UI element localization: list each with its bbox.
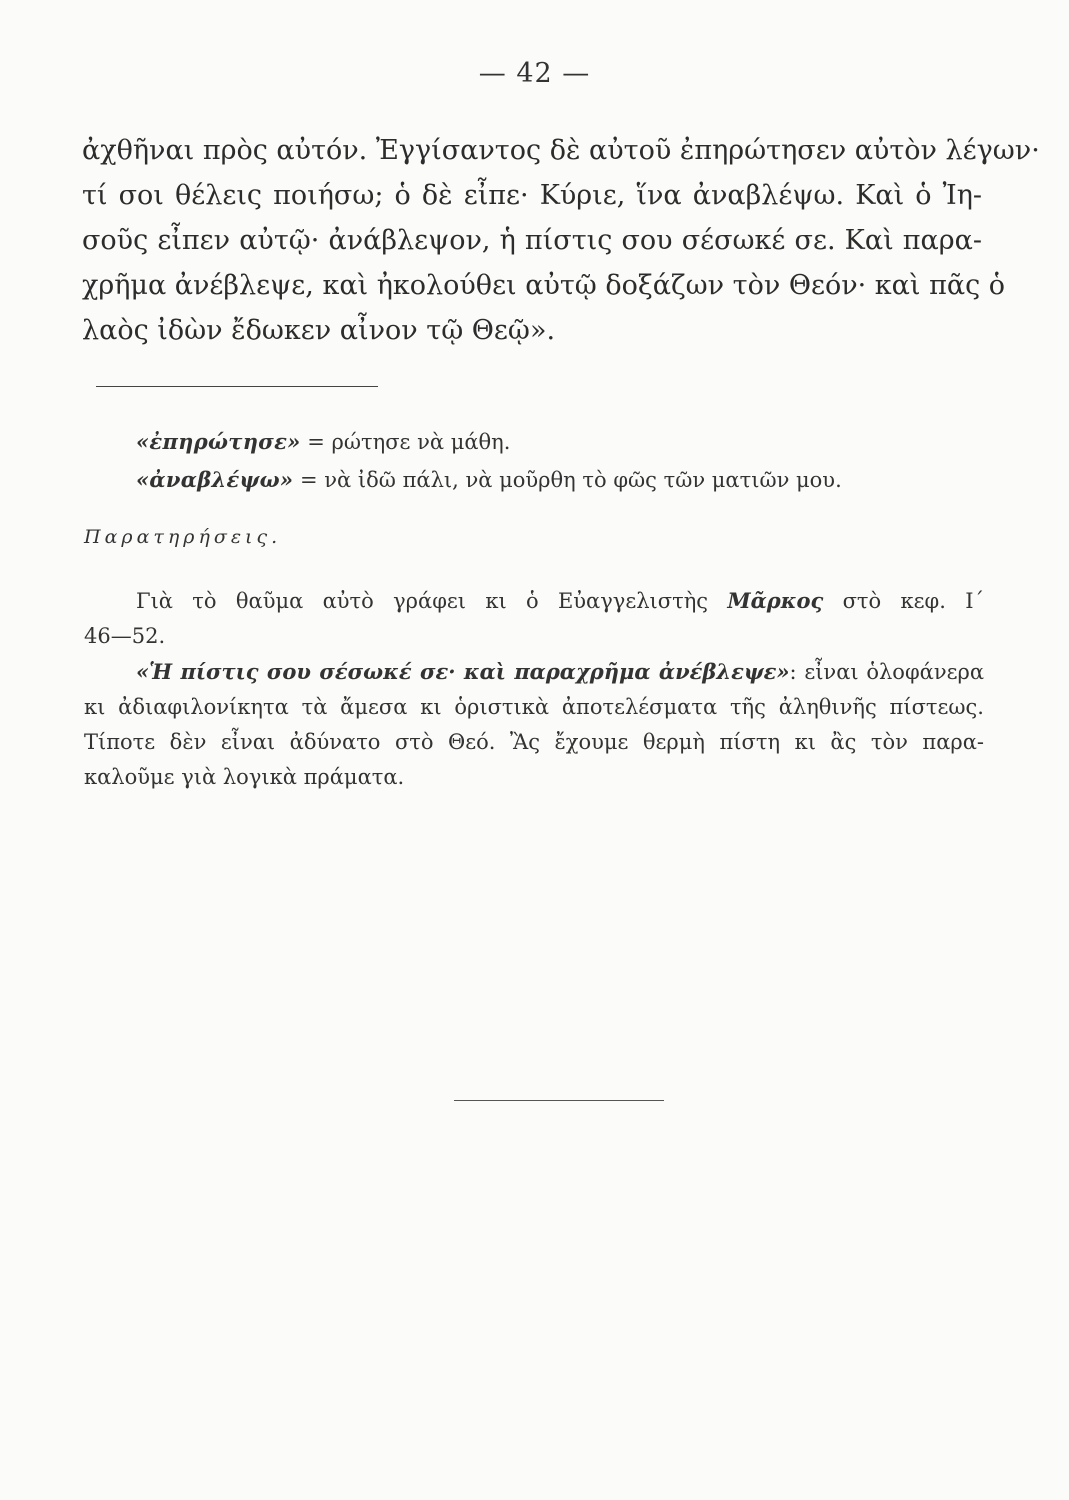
note-line: 46—52.	[84, 624, 166, 648]
end-divider	[454, 1100, 664, 1101]
glossary-entry	[136, 423, 996, 461]
notes-heading: Παρατηρήσεις.	[84, 526, 282, 548]
passage-line: χρῆμα ἀνέβλεψε, καὶ ἠκολούθει αὐτῷ δοξάζων τὸν Θεόν· καὶ πᾶς ὁ	[82, 270, 1006, 301]
note-text: Γιὰ τὸ θαῦμα αὐτὸ γράφει κι ὁ Εὐαγγελιστὴς	[136, 589, 728, 613]
note-line: Τίποτε δὲν εἶναι ἀδύνατο στὸ Θεό. Ἂς ἔχουμε θερμὴ πίστη κι ἂς τὸν παρα-	[84, 730, 984, 754]
note-line	[84, 654, 984, 690]
note-line: καλοῦμε γιὰ λογικὰ πράματα.	[84, 765, 405, 789]
note-line: κι ἀδιαφιλονίκητα τὰ ἄμεσα κι ὁριστικὰ ἀποτελέσματα τῆς ἀληθινῆς πίστεως.	[84, 695, 984, 719]
glossary-entry	[136, 461, 996, 499]
glossary-term: «ἐπηρώτησε»	[136, 429, 301, 454]
passage-line: ἀχθῆναι πρὸς αὐτόν. Ἐγγίσαντος δὲ αὐτοῦ ἐπηρώτησεν αὐτὸν λέγων·	[82, 135, 1040, 166]
notes-section	[84, 583, 984, 795]
glossary-definition: = ρώτησε νὰ μάθη.	[300, 430, 511, 454]
passage-line: λαὸς ἰδὼν ἔδωκεν αἶνον τῷ Θεῷ».	[82, 315, 556, 346]
passage-line: σοῦς εἶπεν αὐτῷ· ἀνάβλεψον, ἡ πίστις σου σέσωκέ σε. Καὶ παρα-	[82, 225, 982, 256]
note-quote: «Ἡ πίστις σου σέσωκέ σε· καὶ παραχρῆμα ἀνέβλεψε»	[136, 659, 790, 684]
glossary-term: «ἀναβλέψω»	[136, 467, 294, 492]
section-divider	[96, 386, 378, 387]
note-text: στὸ κεφ. Ι΄	[823, 589, 984, 613]
page-number: — 42 —	[478, 58, 591, 89]
note-emphasis: Μᾶρκος	[727, 588, 824, 613]
scripture-passage	[82, 128, 1040, 353]
note-text: : εἶναι ὁλοφάνερα	[789, 660, 985, 684]
note-line	[84, 583, 984, 619]
passage-line: τί σοι θέλεις ποιήσω; ὁ δὲ εἶπε· Κύριε, ἵνα ἀναβλέψω. Καὶ ὁ Ἰη-	[82, 180, 982, 211]
glossary	[136, 423, 996, 499]
glossary-definition: = νὰ ἰδῶ πάλι, νὰ μοῦρθη τὸ φῶς τῶν ματιῶν μου.	[293, 468, 842, 492]
